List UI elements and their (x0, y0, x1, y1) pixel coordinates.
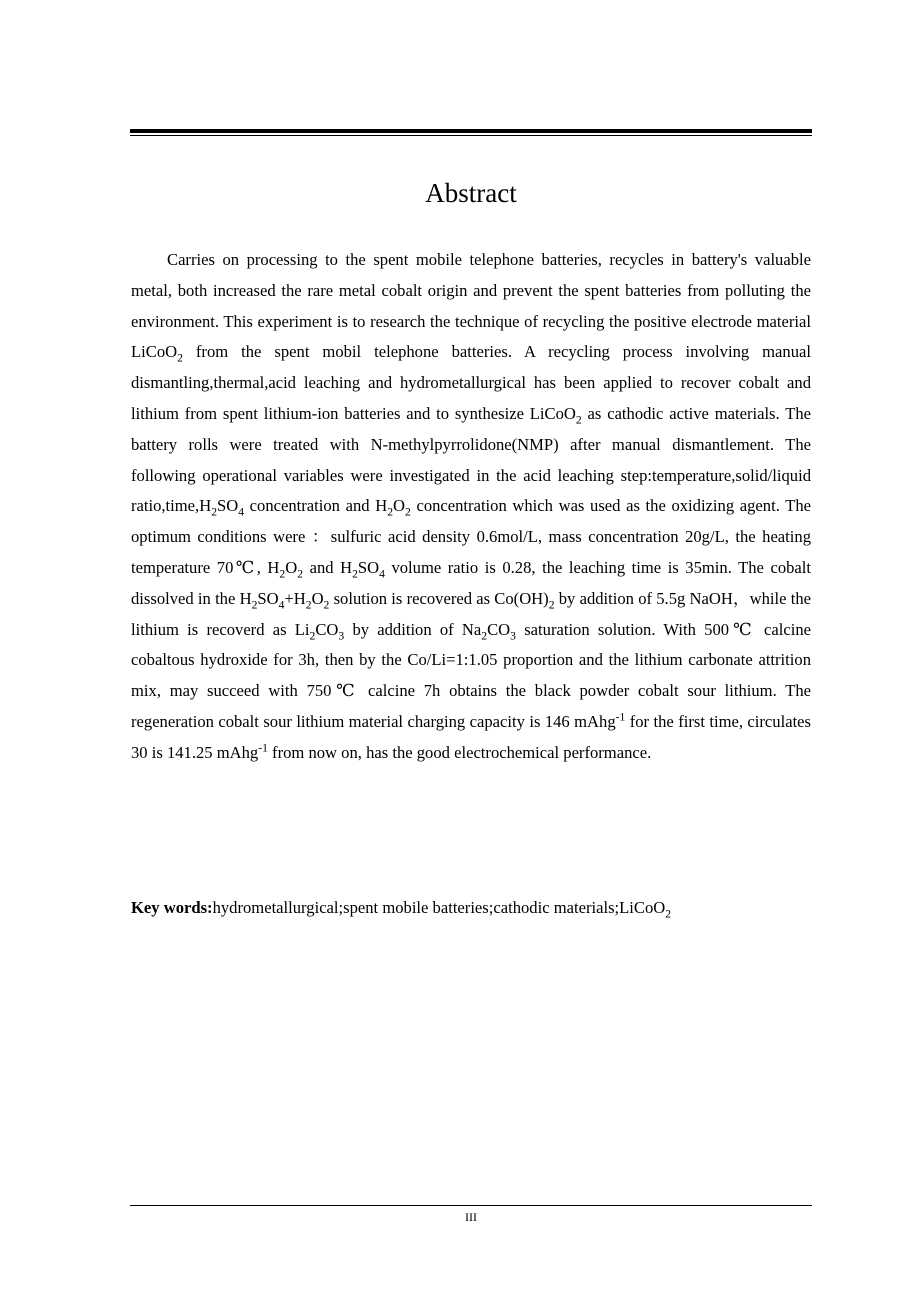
subscript: 2 (309, 628, 316, 642)
subscript: 2 (305, 598, 312, 612)
subscript: 2 (405, 505, 411, 519)
abstract-text: by addition of 5.5g NaOH，while the lithium is recoverd as Li (131, 588, 811, 639)
abstract-text: SO (257, 588, 279, 608)
subscript: 2 (481, 628, 488, 642)
subscript: 2 (211, 505, 217, 519)
subscript: 2 (177, 351, 183, 365)
subscript: 4 (238, 505, 245, 519)
abstract-text: SO (217, 496, 239, 516)
subscript: 2 (665, 907, 672, 921)
abstract-text: SO (357, 557, 380, 577)
subscript: 2 (323, 598, 330, 612)
abstract-text: saturation solution. With 500℃ calcine cobaltous hydroxide for 3h, then by the Co/Li=1:1.05 proportion and the lithium carbonate attrition mix, may succeed with 750℃ calcine 7h obtains the black powder cobalt sour lithium. The regeneration cobalt sour lithium material charging capacity is 146 mAhg (131, 619, 811, 731)
abstract-text: O (285, 557, 298, 577)
abstract-text: volume ratio is 0.28, the leaching time is 35min. The cobalt dissolved in the H (131, 557, 811, 608)
abstract-text: O (393, 496, 405, 516)
superscript: -1 (615, 710, 626, 724)
abstract-text: from now on, has the good electrochemical performance. (267, 742, 652, 762)
abstract-text: from the spent mobil telephone batteries. A recycling process involving manual dismantling,thermal,acid leaching and hydrometallurgical has been applied to recover cobalt and lithium from spent lithium-ion batteries and to synthesize LiCoO (131, 342, 811, 423)
abstract-text: concentration and H (244, 496, 388, 516)
page-number: III (465, 1210, 477, 1224)
abstract-text: and H (303, 557, 353, 577)
abstract-text: concentration which was used as the oxidizing agent. The optimum conditions were ：sulfuric acid density 0.6mol/L, mass concentration 20g/L, the heating temperature 70℃, H (131, 496, 811, 577)
subscript: 4 (379, 567, 385, 581)
header-rule-thin (130, 135, 812, 136)
abstract-text: as cathodic active materials. The battery rolls were treated with N-methylpyrrolidone(NMP) after manual dismantlement. The following operational variables were investigated in the acid leaching step:temperature,solid/liquid ratio,time,H (131, 403, 811, 516)
subscript: 2 (352, 567, 358, 581)
abstract-text: by addition of Na (344, 619, 482, 639)
abstract-text: CO (315, 619, 339, 639)
subscript: 3 (510, 628, 516, 642)
abstract-text: O (311, 588, 324, 608)
abstract-paragraph (131, 245, 811, 769)
page-title: Abstract (425, 178, 517, 208)
subscript: 4 (278, 598, 285, 612)
abstract-text: +H (284, 588, 306, 608)
abstract-text: for the first time, circulates 30 is 141.25 mAhg (131, 711, 811, 762)
subscript: 2 (387, 505, 394, 519)
subscript: 2 (297, 567, 304, 581)
abstract-text: CO (487, 619, 511, 639)
subscript: 2 (575, 413, 582, 427)
subscript: 3 (338, 628, 345, 642)
footer-rule (130, 1205, 812, 1206)
superscript: -1 (258, 741, 268, 755)
keywords-label: Key words: (131, 898, 213, 917)
keywords-line (131, 896, 811, 920)
keywords-value: hydrometallurgical;spent mobile batteries;cathodic materials;LiCoO (212, 898, 666, 917)
subscript: 2 (279, 567, 286, 581)
abstract-text: solution is recovered as Co(OH) (329, 588, 549, 608)
subscript: 2 (251, 598, 258, 612)
abstract-text: Carries on processing to the spent mobile telephone batteries, recycles in battery's valuable metal, both increased the rare metal cobalt origin and prevent the spent batteries from polluting the environment. This experiment is to research the technique of recycling the positive electrode material LiCoO (131, 250, 811, 362)
header-rule-thick (130, 129, 812, 133)
subscript: 2 (548, 598, 555, 612)
